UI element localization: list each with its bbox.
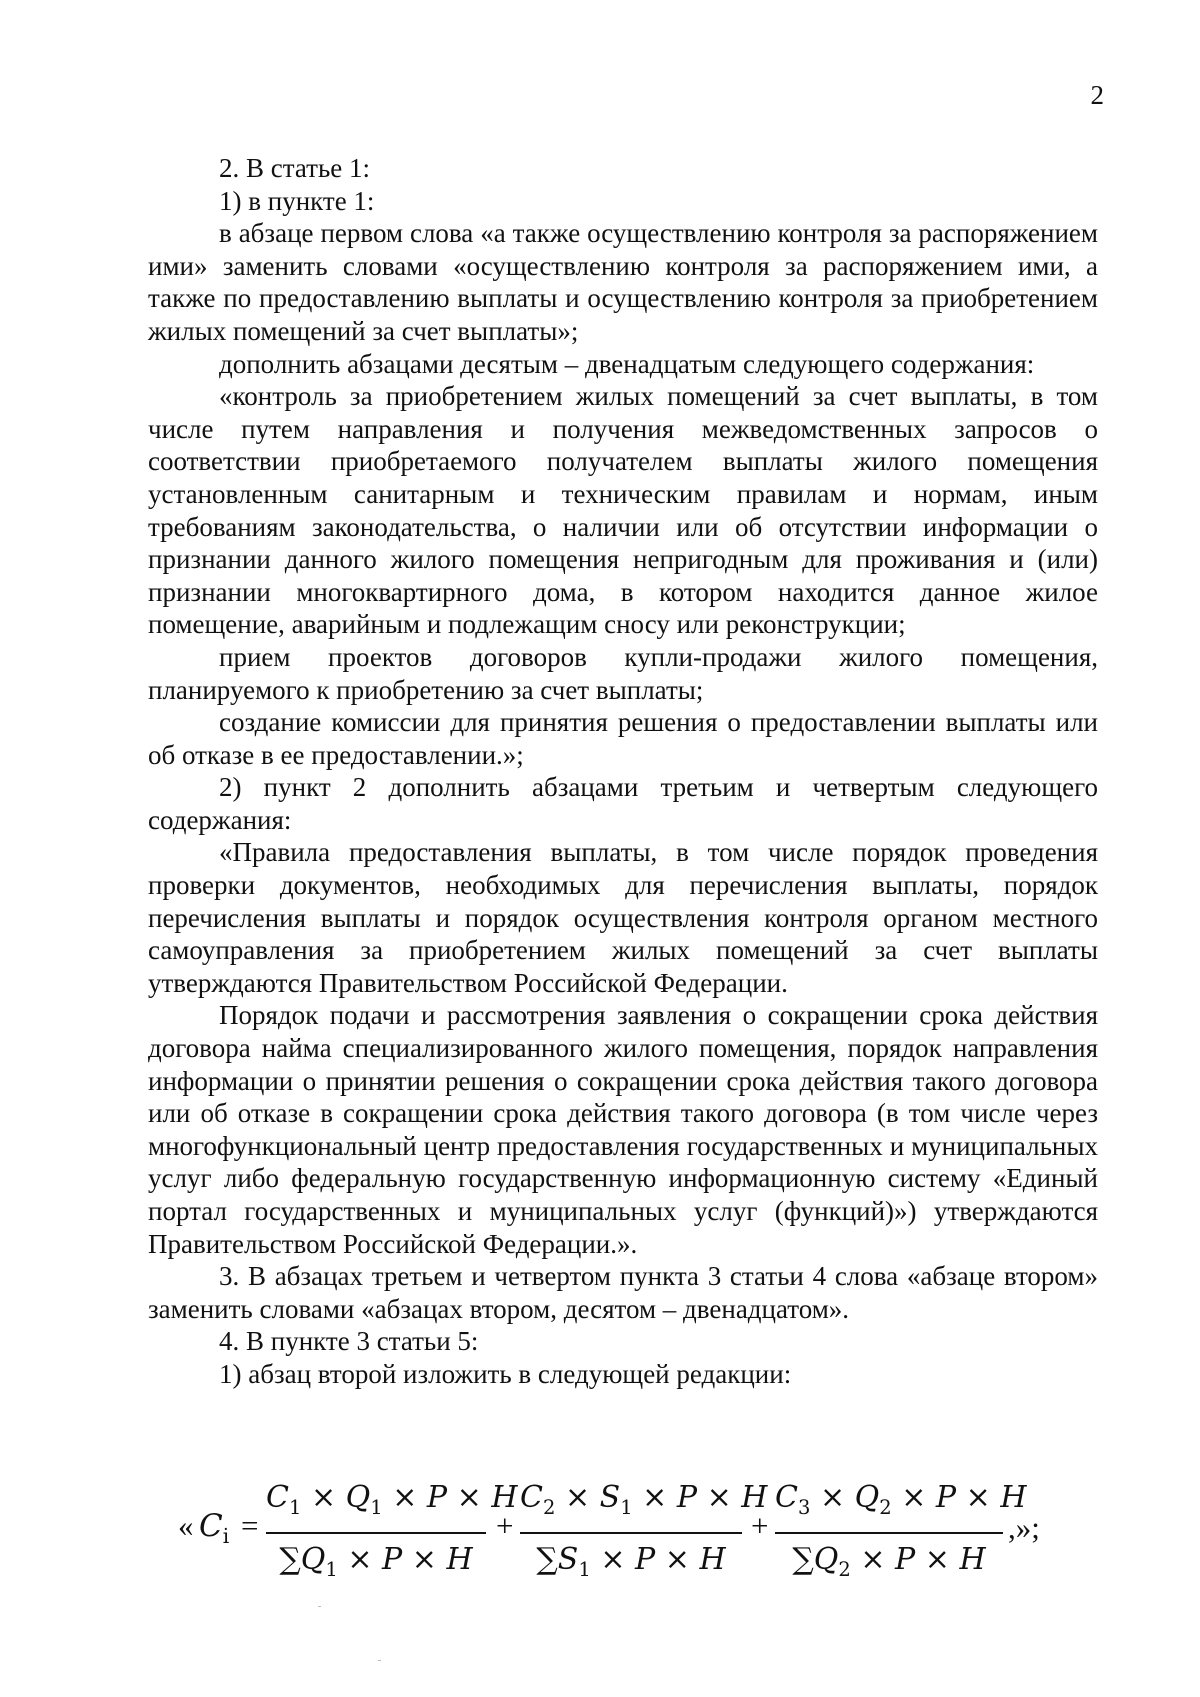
paragraph-point-2: 2) пункт 2 дополнить абзацами третьим и четвертым следующего содержания: <box>148 772 1098 835</box>
page-number: 2 <box>1090 80 1104 110</box>
paragraph-rules: «Правила предоставления выплаты, в том числе порядок проведения проверки документов, необходимых для перечисления выплаты, порядок перечисления выплаты и порядок осуществления контроля органом местного самоуправления за приобретением жилых помещений за счет выплаты утверждаются Правительством Российской Федерации. <box>148 837 1098 998</box>
fraction-3-denominator: $\sum Q_2 \times P \times H$ <box>792 1542 986 1581</box>
formula-lhs: $C_i$ <box>199 1508 230 1549</box>
formula <box>178 1478 1128 1590</box>
formula-fraction-1 <box>266 1478 518 1590</box>
paragraph-projects: прием проектов договоров купли-продажи жилого помещения, планируемого к приобретению за счет выплаты; <box>148 641 1098 705</box>
fraction-1-denominator: $\sum Q_1 \times P \times H$ <box>279 1542 473 1581</box>
formula-fraction-3 <box>775 1478 1027 1590</box>
paragraph-article-5: 4. В пункте 3 статьи 5: <box>219 1326 479 1357</box>
paragraph-abzac-2: 1) абзац второй изложить в следующей редакции: <box>219 1358 792 1389</box>
formula-plus-1: + <box>496 1508 514 1543</box>
paragraph-commission: создание комиссии для принятия решения о предоставлении выплаты или об отказе в ее предоставлении.»; <box>148 707 1098 770</box>
formula-open-quote: « <box>178 1508 194 1543</box>
paragraph-amendment-first: в абзаце первом слова «а также осуществлению контроля за распоряжением ими» заменить словами «осуществлению контроля за распоряжением ими, а также по предоставлению выплаты и осуществлению контроля за приобретением жилых помещений за счет выплаты»; <box>148 218 1098 346</box>
paragraph-procedure: Порядок подачи и рассмотрения заявления о сокращении срока действия договора найма специализированного жилого помещения, порядок направления информации о принятии решения о сокращении срока действия такого договора или об отказе в сокращении срока действия такого договора (в том числе через многофункциональный центр предоставления государственных и муниципальных услуг либо федеральную государственную информационную систему «Единый портал государственных и муниципальных услуг (функций)») утверждаются Правительством Российской Федерации.». <box>148 1000 1098 1259</box>
fraction-3-numerator: $C_3 \times Q_2 \times P \times H$ <box>775 1478 1003 1534</box>
fraction-2-denominator: $\sum S_1 \times P \times H$ <box>536 1542 726 1581</box>
scan-artifact <box>318 1606 321 1607</box>
paragraph-add-abzacy: дополнить абзацами десятым – двенадцатым следующего содержания: <box>219 348 1035 379</box>
formula-plus-2: + <box>751 1508 769 1543</box>
formula-tail: ,»; <box>1008 1510 1040 1545</box>
scan-artifact <box>378 1660 381 1661</box>
paragraph-article-4: 3. В абзацах третьем и четвертом пункта 3 статьи 4 слова «абзаце втором» заменить словами «абзацах втором, десятом – двенадцатом». <box>148 1261 1098 1324</box>
paragraph-article-1: 2. В статье 1: <box>219 153 371 183</box>
formula-fraction-2 <box>520 1478 768 1590</box>
fraction-2-numerator: $C_2 \times S_1 \times P \times H$ <box>520 1478 742 1534</box>
paragraph-point-1: 1) в пункте 1: <box>219 185 375 216</box>
paragraph-control: «контроль за приобретением жилых помещений за счет выплаты, в том числе путем направления и получения межведомственных запросов о соответствии приобретаемого получателем выплаты жилого помещения установленным санитарным и техническим правилам и нормам, иным требованиям законодательства, о наличии или об отсутствии информации о признании данного жилого помещения непригодным для проживания и (или) признании многоквартирного дома, в котором находится данное жилое помещение, аварийным и подлежащим сносу или реконструкции; <box>148 381 1098 640</box>
formula-equals: = <box>241 1508 259 1543</box>
document-body <box>148 152 1098 1391</box>
fraction-1-numerator: $C_1 \times Q_1 \times P \times H$ <box>266 1478 486 1534</box>
